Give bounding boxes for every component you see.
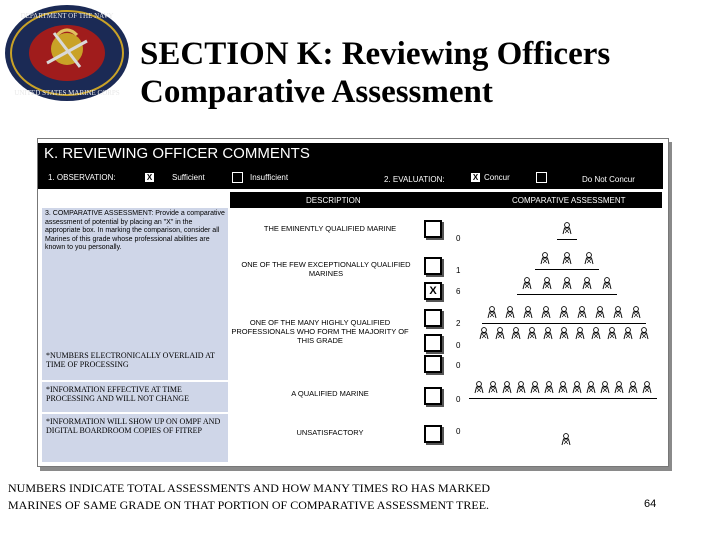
assessment-box-8[interactable]: [424, 425, 442, 443]
sufficient-label: Sufficient: [172, 173, 205, 182]
marine-figure-icon: [542, 277, 552, 290]
count-level-5: 0: [456, 341, 461, 350]
form-header: K. REVIEWING OFFICER COMMENTS: [38, 143, 663, 165]
insufficient-checkbox[interactable]: [232, 172, 243, 183]
marine-figure-icon: [623, 327, 633, 340]
usmc-seal: [2, 3, 132, 103]
marine-figure-icon: [488, 381, 498, 394]
slide-footer: [8, 480, 708, 514]
comparative-instructions: 3. COMPARATIVE ASSESSMENT: Provide a comparative assessment of potential by placing an "X" in the appropriate box. In marking the comparison, consider all Marines of this grade whose professional abilities are known to you personally.: [45, 210, 225, 252]
marine-figure-icon: [558, 381, 568, 394]
marine-figure-icon: [544, 381, 554, 394]
count-level-8: 0: [456, 427, 461, 436]
slide-title-line1: SECTION K: Reviewing Officers: [140, 36, 611, 72]
marine-figure-icon: [530, 381, 540, 394]
assessment-box-6[interactable]: [424, 355, 442, 373]
do-not-concur-label: Do Not Concur: [582, 175, 635, 184]
description-header: DESCRIPTION: [306, 196, 361, 205]
marine-figure-icon: [586, 381, 596, 394]
tree-row-divider: [535, 269, 599, 270]
marine-figure-icon: [516, 381, 526, 394]
marine-figure-icon: [600, 381, 610, 394]
footer-line-2: MARINES OF SAME GRADE ON THAT PORTION OF COMPARATIVE ASSESSMENT TREE.: [8, 498, 490, 512]
footer-line-1: NUMBERS INDICATE TOTAL ASSESSMENTS AND HOW MANY TIMES RO HAS MARKED: [8, 481, 490, 495]
marine-figure-icon: [595, 306, 605, 319]
level-unsatisfactory: UNSATISFACTORY: [296, 428, 364, 437]
assessment-box-7[interactable]: [424, 387, 442, 405]
count-level-4: 2: [456, 319, 461, 328]
assessment-box-1[interactable]: [424, 220, 442, 238]
do-not-concur-checkbox[interactable]: [536, 172, 547, 183]
concur-label: Concur: [484, 173, 510, 182]
marine-figure-icon: [602, 277, 612, 290]
marine-figure-icon: [562, 277, 572, 290]
marine-figure-icon: [474, 381, 484, 394]
count-level-6: 0: [456, 361, 461, 370]
marine-figure-icon: [505, 306, 515, 319]
marine-figure-icon: [527, 327, 537, 340]
marine-figure-icon: [584, 252, 594, 265]
tree-row-divider: [517, 294, 617, 295]
assessment-box-5[interactable]: [424, 334, 442, 352]
marine-figure-icon: [642, 381, 652, 394]
marine-figure-icon: [614, 381, 624, 394]
count-level-7: 0: [456, 395, 461, 404]
marine-figure-icon: [607, 327, 617, 340]
tree-row-divider: [557, 239, 577, 240]
marine-figure-icon: [522, 277, 532, 290]
note-effective-time: *INFORMATION EFFECTIVE AT TIME PROCESSING AND WILL NOT CHANGE: [42, 382, 228, 412]
marine-figure-icon: [628, 381, 638, 394]
note-ompf-copies: *INFORMATION WILL SHOW UP ON OMPF AND DIGITAL BOARDROOM COPIES OF FITREP: [42, 414, 228, 462]
observation-label: 1. OBSERVATION:: [48, 173, 116, 182]
note-electronic-overlay: *NUMBERS ELECTRONICALLY OVERLAID AT TIME OF PROCESSING: [42, 348, 228, 380]
marine-figure-icon: [562, 252, 572, 265]
count-level-3: 6: [456, 287, 461, 296]
marine-figure-icon: [639, 327, 649, 340]
marine-figure-icon: [631, 306, 641, 319]
slide-title-line2: Comparative Assessment: [140, 74, 493, 110]
marine-figure-icon: [502, 381, 512, 394]
marine-figure-icon: [582, 277, 592, 290]
observation-evaluation-row: [38, 165, 663, 189]
level-qualified: A QUALIFIED MARINE: [291, 389, 369, 398]
marine-figure-icon: [577, 306, 587, 319]
marine-figure-icon: [543, 327, 553, 340]
page-number: 64: [644, 498, 657, 510]
marine-figure-icon: [511, 327, 521, 340]
sufficient-checkbox[interactable]: X: [144, 172, 155, 183]
count-level-2: 1: [456, 266, 461, 275]
marine-figure-icon: [559, 306, 569, 319]
marine-figure-icon: [523, 306, 533, 319]
marine-figure-icon: [572, 381, 582, 394]
svg-text:DEPARTMENT OF THE NAVY: DEPARTMENT OF THE NAVY: [20, 12, 114, 20]
evaluation-label: 2. EVALUATION:: [384, 175, 445, 184]
count-level-1: 0: [456, 234, 461, 243]
level-many-highly-qualified: ONE OF THE MANY HIGHLY QUALIFIED PROFESSIONALS WHO FORM THE MAJORITY OF THIS GRADE: [231, 318, 409, 345]
marine-figure-icon: [540, 252, 550, 265]
level-few-exceptionally-qualified: ONE OF THE FEW EXCEPTIONALLY QUALIFIED MARINES: [241, 260, 411, 278]
concur-checkbox[interactable]: X: [470, 172, 481, 183]
marine-figure-icon: [559, 327, 569, 340]
marine-figure-icon: [591, 327, 601, 340]
assessment-box-4[interactable]: [424, 309, 442, 327]
marine-figure-icon: [613, 306, 623, 319]
assessment-box-2[interactable]: [424, 257, 442, 275]
tree-row-divider: [482, 323, 646, 324]
marine-figure-icon: [561, 433, 571, 446]
comparative-assessment-header: COMPARATIVE ASSESSMENT: [512, 196, 626, 205]
marine-figure-icon: [541, 306, 551, 319]
marine-figure-icon: [495, 327, 505, 340]
level-eminently-qualified: THE EMINENTLY QUALIFIED MARINE: [263, 224, 397, 233]
assessment-box-3[interactable]: X: [424, 282, 442, 300]
marine-figure-icon: [487, 306, 497, 319]
marine-figure-icon: [479, 327, 489, 340]
insufficient-label: Insufficient: [250, 173, 289, 182]
svg-text:UNITED STATES MARINE CORPS: UNITED STATES MARINE CORPS: [14, 89, 120, 97]
tree-row-divider: [469, 398, 657, 399]
marine-figure-icon: [562, 222, 572, 235]
marine-figure-icon: [575, 327, 585, 340]
